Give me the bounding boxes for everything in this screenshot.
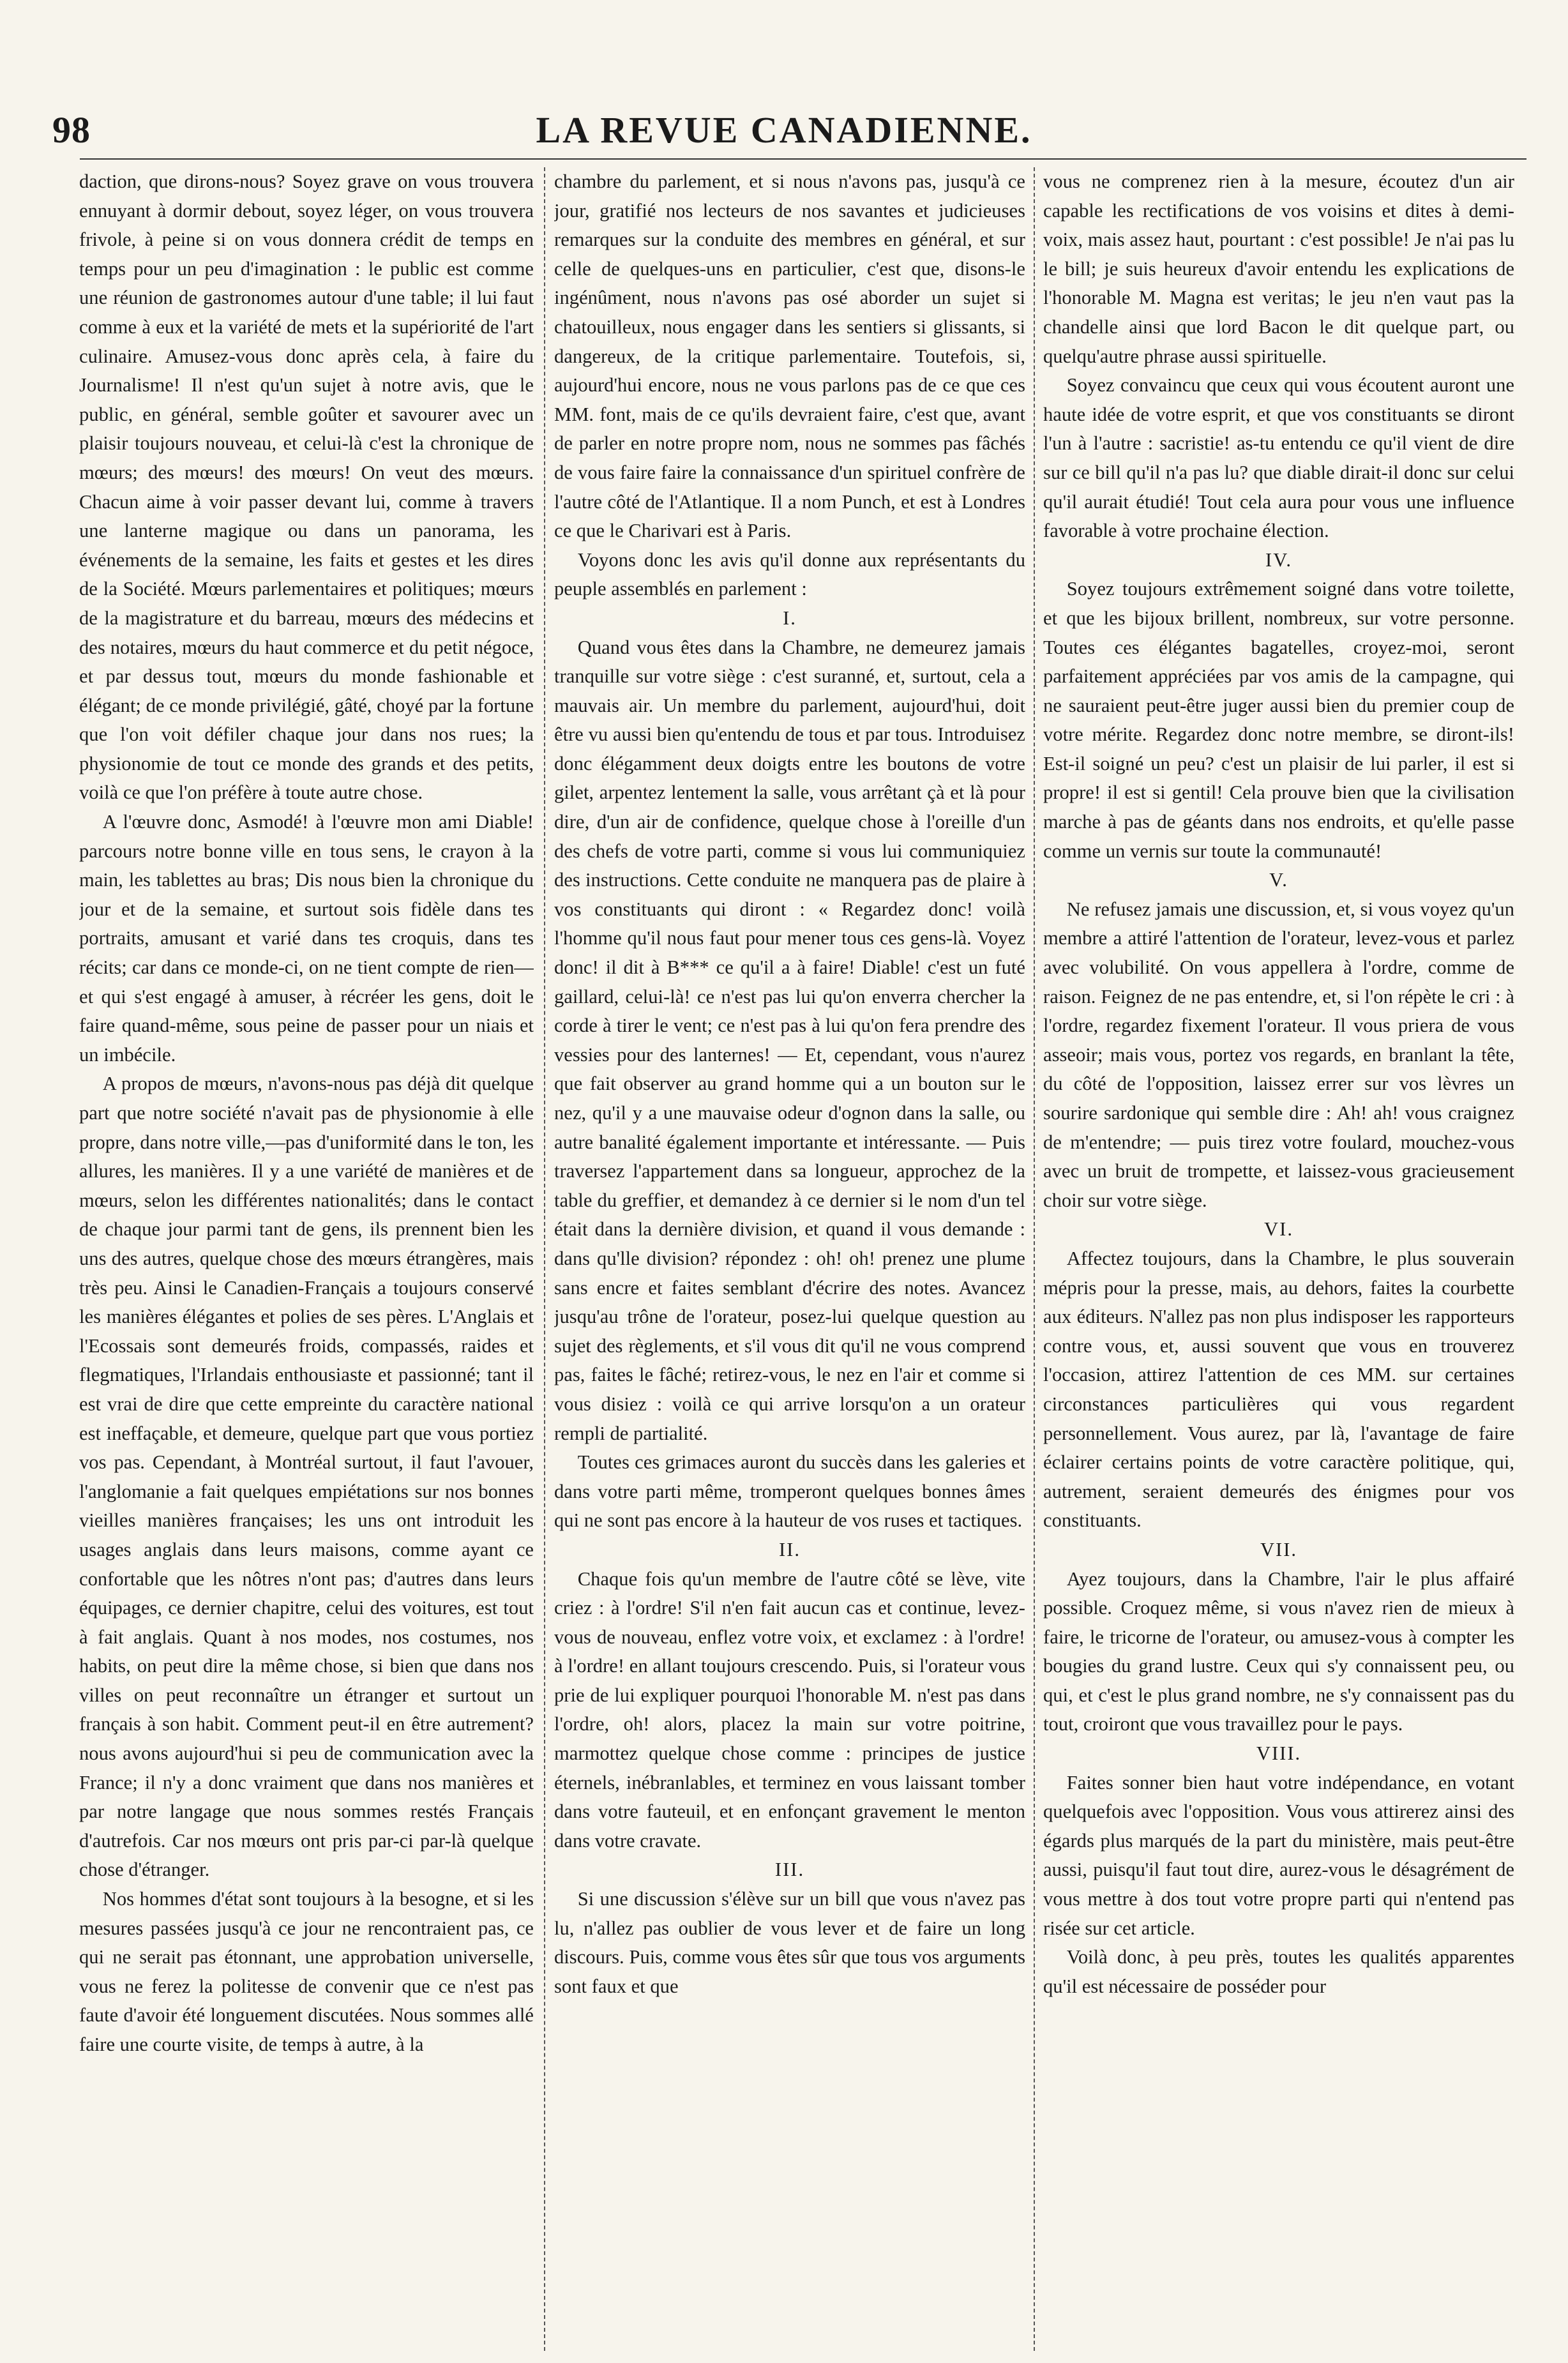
section-number: VIII. <box>1256 1742 1302 1765</box>
column-1 <box>79 167 534 2351</box>
paragraph: Soyez toujours extrêmement soigné dans votre toilette, et que les bijoux brillent, nombreux, sur votre personne. Toutes ces élégantes bagatelles, croyez-moi, seront parfaitement appréciées par vos amis de la campagne, qui ne sauraient peut-être juger aussi bien du premier coup de votre mérite. Regardez donc notre membre, se diront-ils! Est-il soigné un peu? c'est un plaisir de lui parler, il est si propre! il est si gentil! Cela prouve bien que la civilisation marche à pas de géants dans nos endroits, et qu'elle passe comme un vernis sur toute la communauté! <box>1043 578 1514 862</box>
section-number: VII. <box>1260 1538 1298 1560</box>
column-3 <box>1043 167 1514 2351</box>
section-number: V. <box>1269 869 1288 891</box>
paragraph: Chaque fois qu'un membre de l'autre côté se lève, vite criez : à l'ordre! S'il n'en fait aucun cas et continue, levez-vous de nouveau, enflez votre voix, et exclamez : à l'ordre! à l'ordre! en allant toujours crescendo. Puis, si l'orateur vous prie de lui expliquer pourquoi l'honorable M. n'est pas dans l'ordre, oh! alors, placez la main sur votre poitrine, marmottez quelque chose comme : principes de justice éternels, inébranlables, et terminez en vous laissant tomber dans votre fauteuil, et en enfonçant gravement le menton dans votre cravate. <box>554 1567 1025 1852</box>
paragraph: A l'œuvre donc, Asmodé! à l'œuvre mon ami Diable! parcours notre bonne ville en tous sens, le crayon à la main, les tablettes au bras; Dis nous bien la chronique du jour et de la semaine, et surtout sois fidèle dans tes portraits, amusant et varié dans tes croquis, dans tes récits; car dans ce monde-ci, on ne tient compte de rien— et qui s'est engagé à amuser, à récréer les gens, doit le faire quand-même, sous peine de passer pour un niais et un imbécile. <box>79 811 534 1066</box>
section-number: IV. <box>1265 548 1292 571</box>
paragraph: Nos hommes d'état sont toujours à la besogne, et si les mesures passées jusqu'à ce jour ne rencontraient pas, ce qui ne serait pas étonnant, une approbation universelle, vous ne ferez la politesse de convenir que ce n'est pas faute d'avoir été longuement discutées. Nous sommes allé faire une courte visite, de temps à autre, à la <box>79 1888 534 2055</box>
section-number: I. <box>783 607 797 629</box>
paragraph: chambre du parlement, et si nous n'avons pas, jusqu'à ce jour, gratifié nos lecteurs de nos savantes et judicieuses remarques sur la conduite des membres en général, et sur celle de quelques-uns en particulier, c'est que, disons-le ingénûment, nous n'avons pas osé aborder un sujet si chatouilleux, nous engager dans les sentiers si glissants, si dangereux, de la critique parlementaire. Toutefois, si, aujourd'hui encore, nous ne vous parlons pas de ce que ces MM. font, mais de ce qu'ils devraient faire, c'est que, avant de parler en notre propre nom, nous ne sommes pas fâchés de vous faire faire la connaissance d'un spirituel confrère de l'autre côté de l'Atlantique. Il a nom Punch, et est à Londres ce que le Charivari est à Paris. <box>554 170 1025 542</box>
paragraph: A propos de mœurs, n'avons-nous pas déjà dit quelque part que notre société n'avait pas de physionomie à elle propre, dans notre ville,—pas d'uniformité dans le ton, les allures, les manières. Il y a une variété de manières et de mœurs, selon les différentes nationalités; dans le contact de chaque jour parmi tant de gens, ils prennent bien les uns des autres, quelque chose des mœurs étrangères, mais très peu. Ainsi le Canadien-Français a toujours conservé les manières élégantes et polies de ses pères. L'Anglais et l'Ecossais sont demeurés froids, compassés, raides et flegmatiques, l'Irlandais enthousiaste et passionné; tant il est vrai de dire que cette empreinte du caractère national est ineffaçable, et demeure, quelque part que vous portiez vos pas. Cependant, à Montréal surtout, il faut l'avouer, l'anglomanie a fait quelques empiétations sur nos bonnes vieilles manières françaises; les uns ont introduit les usages anglais dans leurs maisons, comme ayant ce confortable que les nôtres n'ont pas; d'autres dans leurs équipages, ce dernier chapitre, celui des voitures, est tout à fait anglais. Quant à nos modes, nos costumes, nos habits, on peut dire la même chose, si bien que dans nos villes on peut reconnaître un étranger et surtout un français à son habit. Comment peut-il en être autrement? nous avons aujourd'hui si peu de communication avec la France; il n'y a donc vraiment que dans nos manières et par notre langage que nous sommes restés Français d'autrefois. Car nos mœurs ont pris par-ci par-là quelque chose d'étranger. <box>79 1073 534 1881</box>
paragraph: vous ne comprenez rien à la mesure, écoutez d'un air capable les rectifications de vos voisins et dites à demi-voix, mais assez haut, pourtant : c'est possible! Je n'ai pas lu le bill; je suis heureux d'avoir entendu les explications de l'honorable M. Magna est veritas; le jeu n'en vaut pas la chandelle ainsi que lord Bacon le dit quelque part, ou quelqu'autre phrase aussi spirituelle. <box>1043 170 1514 367</box>
text-columns <box>0 167 1568 2351</box>
paragraph: Ne refusez jamais une discussion, et, si vous voyez qu'un membre a attiré l'attention de l'orateur, levez-vous et parlez avec volubilité. On vous appellera à l'ordre, comme de raison. Feignez de ne pas entendre, et, si l'on répète le cri : à l'ordre, regardez fixement l'orateur. Il vous priera de vous asseoir; mais vous, portez vos regards, en branlant la tête, du côté de l'opposition, laissez errer sur vos lèvres un sourire sardonique qui semble dire : Ah! ah! vous craignez de m'entendre; — puis tirez votre foulard, mouchez-vous avec un bruit de trompette, et laissez-vous gracieusement choir sur votre siège. <box>1043 898 1514 1211</box>
paragraph: Affectez toujours, dans la Chambre, le plus souverain mépris pour la presse, mais, au dehors, faites la courbette aux éditeurs. N'allez pas non plus indisposer les rapporteurs contre vous, et, aussi souvent que vous en trouverez l'occasion, attirez l'attention de ces MM. sur certaines circonstances particulières qui vous regardent personnellement. Vous aurez, par là, l'avantage de faire éclairer certains points de votre caractère politique, qui, autrement, seraient demeurés des énigmes pour vos constituants. <box>1043 1247 1514 1532</box>
paragraph: Voyons donc les avis qu'il donne aux représentants du peuple assemblés en parlement : <box>554 548 1025 600</box>
paragraph: Soyez convaincu que ceux qui vous écoutent auront une haute idée de votre esprit, et que vos constituants se diront l'un à l'autre : sacristie! as-tu entendu ce qu'il vient de dire sur ce bill qu'il n'a pas lu? que diable dirait-il donc sur celui qu'il aurait étudié! Tout cela aura pour vous une influence favorable à votre prochaine élection. <box>1043 374 1514 542</box>
paragraph: Si une discussion s'élève sur un bill que vous n'avez pas lu, n'allez pas oublier de vous lever et de faire un long discours. Puis, comme vous êtes sûr que tous vos arguments sont faux et que <box>554 1888 1025 1997</box>
paragraph: Voilà donc, à peu près, toutes les qualités apparentes qu'il est nécessaire de posséder pour <box>1043 1946 1514 1997</box>
column-2 <box>554 167 1025 2351</box>
paragraph: daction, que dirons-nous? Soyez grave on vous trouvera ennuyant à dormir debout, soyez léger, on vous trouvera frivole, à peine si on vous donnera crédit de temps en temps pour un peu d'imagination : le public est comme une réunion de gastronomes autour d'une table; il lui faut comme à eux et la variété de mets et la supériorité de l'art culinaire. Amusez-vous donc après cela, à faire du Journalisme! Il n'est qu'un sujet à notre avis, que le public, en général, semble goûter et savourer avec un plaisir toujours nouveau, et celui-là c'est la chronique de mœurs; des mœurs! des mœurs! On veut des mœurs. Chacun aime à voir passer devant lui, comme à travers une lanterne magique ou dans un panorama, les événements de la semaine, les faits et gestes et les dires de la Société. Mœurs parlementaires et politiques; mœurs de la magistrature et du barreau, mœurs des médecins et des notaires, mœurs du haut commerce et du petit négoce, et par dessus tout, mœurs du monde fashionable et élégant; de ce monde privilégié, gâté, choyé par la fortune que l'on voit défiler chaque jour dans nos rues; la physionomie de tout ce monde des grands et des petits, voilà ce que l'on préfère à toute autre chose. <box>79 170 534 804</box>
section-number: II. <box>778 1538 801 1560</box>
paragraph: Ayez toujours, dans la Chambre, l'air le plus affairé possible. Croquez même, si vous n'avez rien de mieux à faire, le tricorne de l'orateur, ou amusez-vous à compter les bougies du grand lustre. Ceux qui s'y connaissent peu, ou qui, et c'est le plus grand nombre, ne s'y connaissent pas du tout, croiront que vous travaillez pour le pays. <box>1043 1567 1514 1735</box>
page-number: 98 <box>52 109 91 151</box>
paragraph: Faites sonner bien haut votre indépendance, en votant quelquefois avec l'opposition. Vous vous attirerez ainsi des égards plus marqués de la part du ministère, mais peut-être aussi, puisqu'il faut tout dire, aurez-vous le désagrément de vous mettre à dos tout votre propre parti qui n'entend pas risée sur cet article. <box>1043 1771 1514 1939</box>
paragraph: Quand vous êtes dans la Chambre, ne demeurez jamais tranquille sur votre siège : c'est suranné, et, surtout, cela a mauvais air. Un membre du parlement, aujourd'hui, doit être vu aussi bien qu'entendu de tous et par tous. Introduisez donc élégamment deux doigts entre les boutons de votre gilet, arpentez lentement la salle, vous arrêtant çà et là pour dire, d'un air de confidence, quelque chose à l'oreille d'un des chefs de votre parti, comme si vous lui communiquiez des instructions. Cette conduite ne manquera pas de plaire à vos constituants qui diront : « Regardez donc! voilà l'homme qu'il nous faut pour mener tous ces gens-là. Voyez donc! il dit à B*** ce qu'il a à faire! Diable! c'est un futé gaillard, celui-là! ce n'est pas lui qu'on enverra chercher la corde à tirer le vent; ce n'est pas à lui qu'on fera prendre des vessies pour des lanternes! — Et, cependant, vous n'aurez que fait observer au grand homme qui a un bouton sur le nez, qu'il y a une mauvaise odeur d'ognon dans la salle, ou autre banalité également importante et intéressante. — Puis traversez l'appartement dans sa longueur, approchez de la table du greffier, et demandez à ce dernier si le nom d'un tel était dans la dernière division, et quand il vous demande : dans qu'lle division? répondez : oh! oh! prenez une plume sans encre et faites semblant d'écrire des notes. Avancez jusqu'au trône de l'orateur, posez-lui quelque question au sujet des règlements, et s'il vous dit qu'il ne vous comprend pas, faites le fâché; retirez-vous, le nez en l'air et comme si vous disiez : voilà ce qui arrive lorsqu'on a un orateur rempli de partialité. <box>554 636 1025 1444</box>
section-number: III. <box>774 1859 805 1881</box>
paragraph: Toutes ces grimaces auront du succès dans les galeries et dans votre parti même, tromperont quelques bonnes âmes qui ne sont pas encore à la hauteur de vos ruses et tactiques. <box>554 1451 1025 1532</box>
running-head-title: LA REVUE CANADIENNE. <box>536 109 1032 151</box>
section-number: VI. <box>1264 1218 1293 1241</box>
header-rule <box>80 158 1527 160</box>
